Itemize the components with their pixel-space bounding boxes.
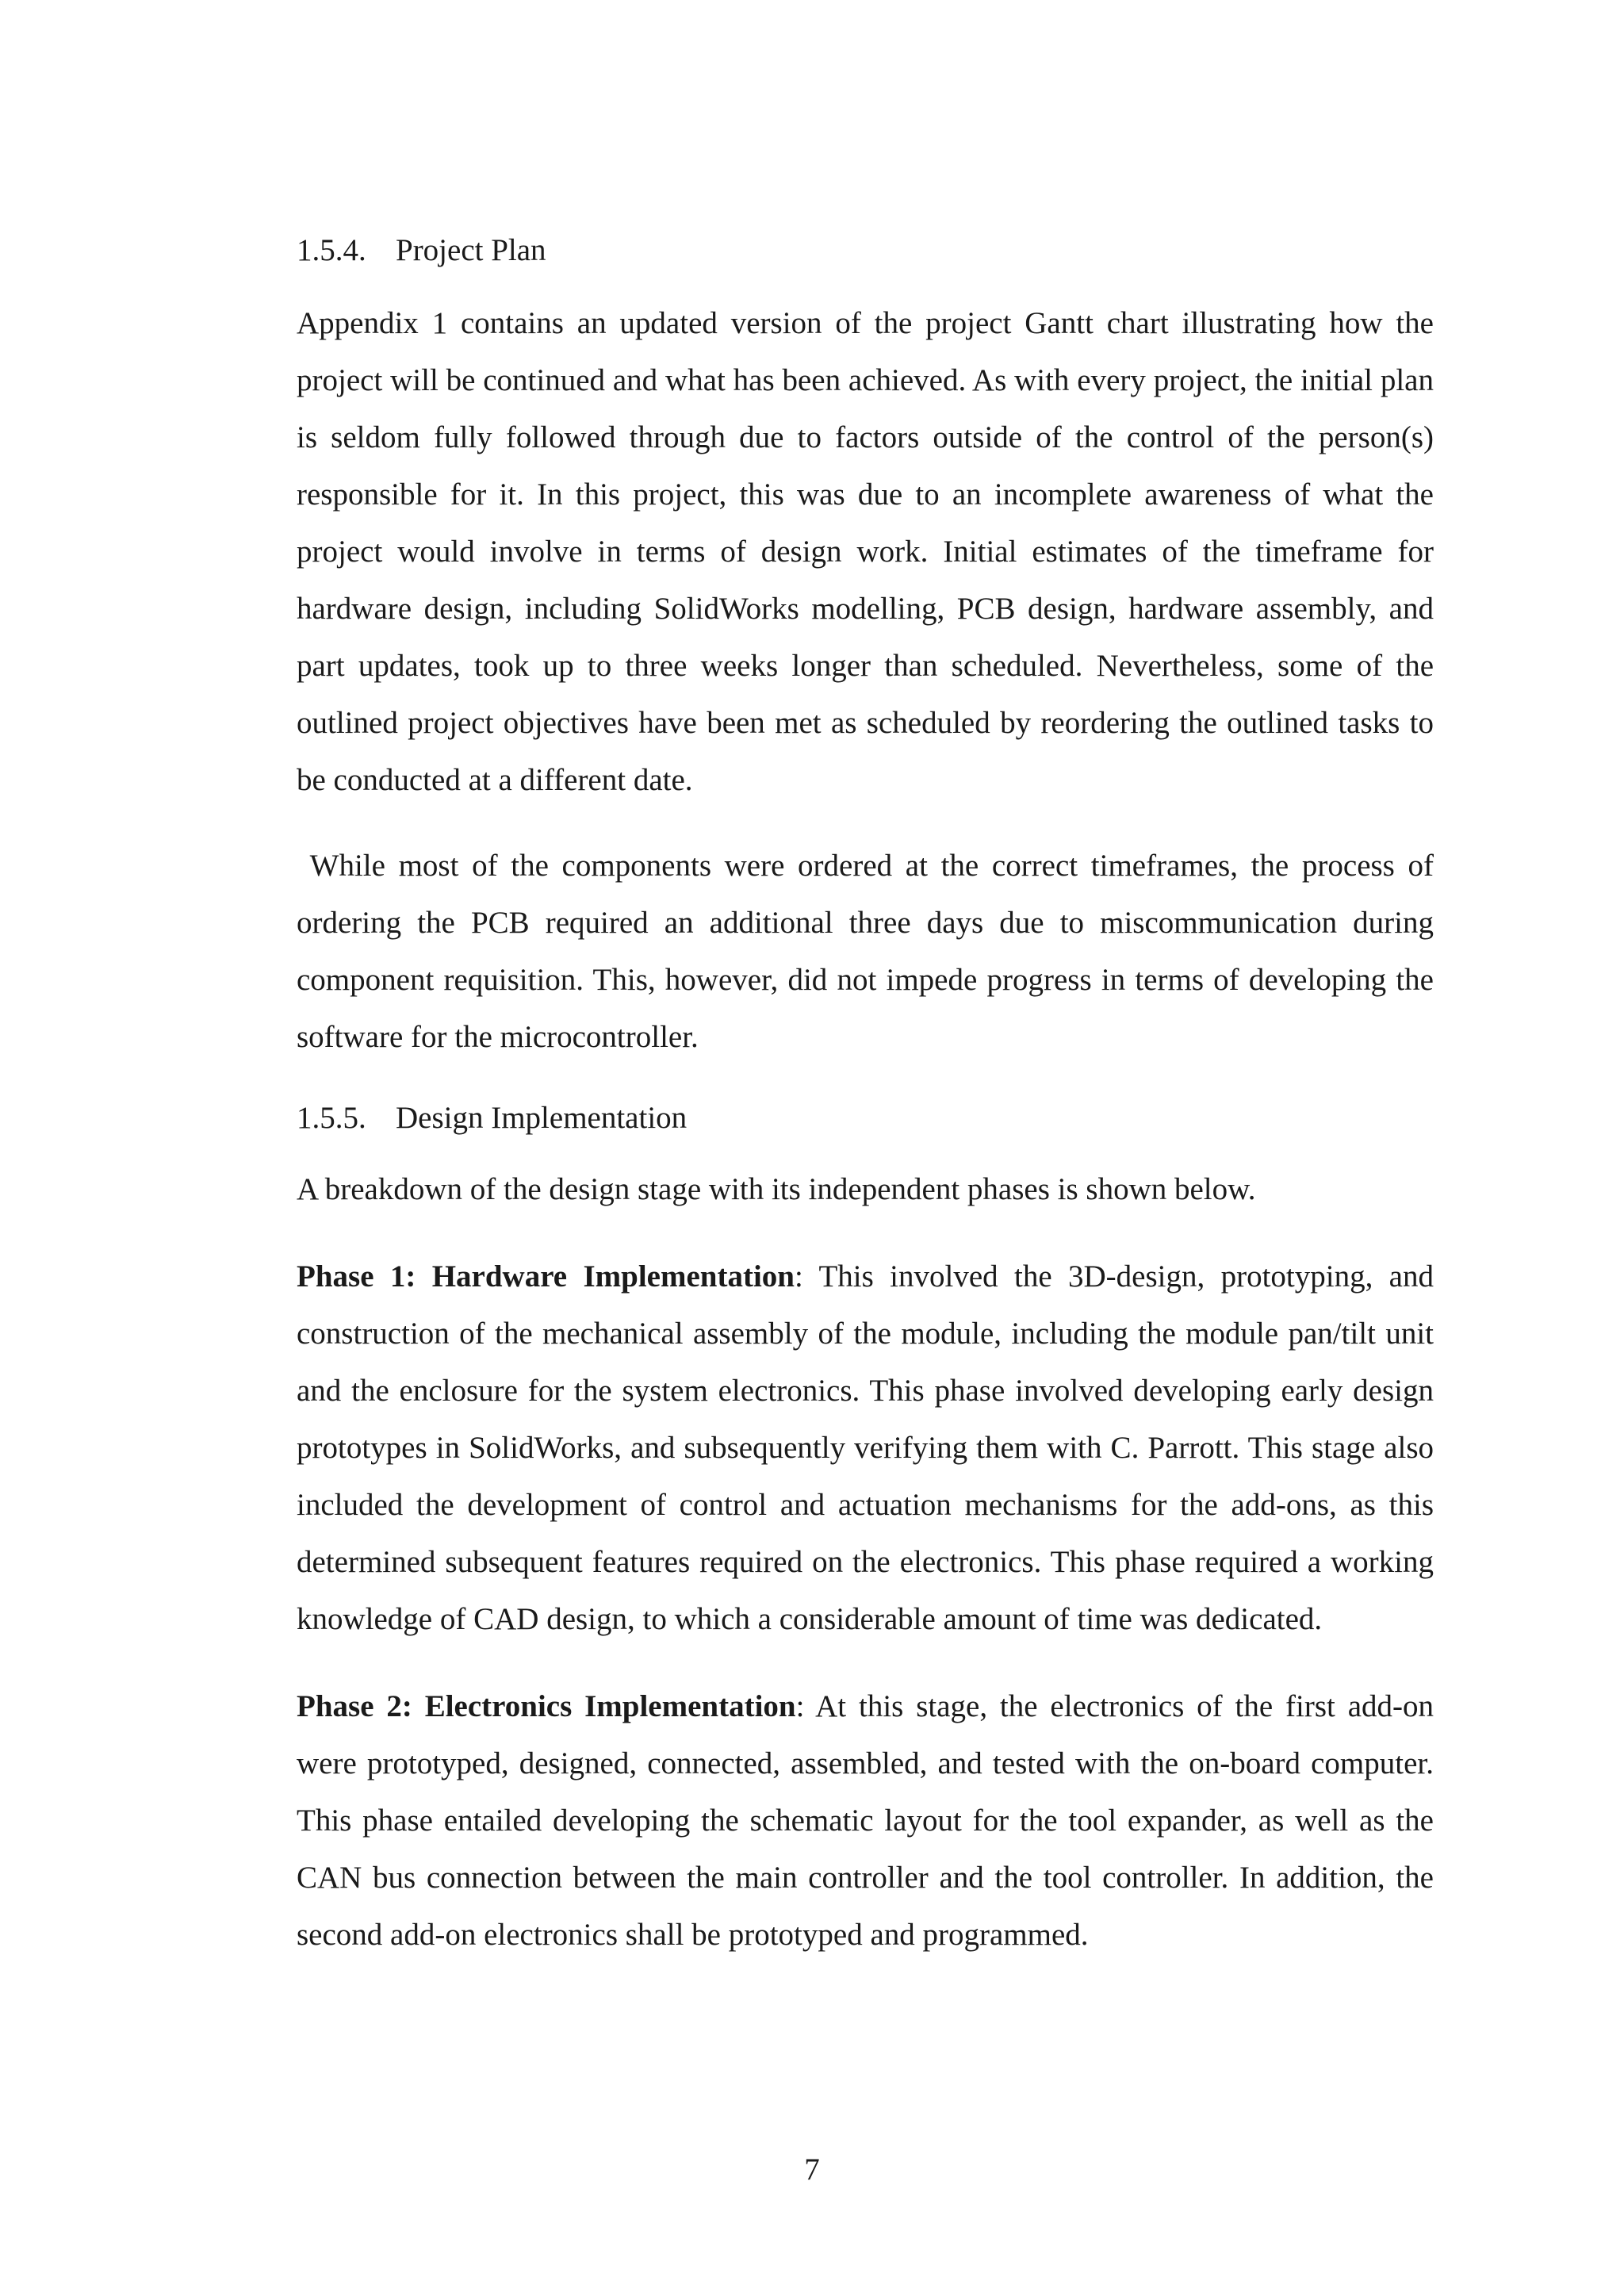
phase-1-label: Phase 1: Hardware Implementation	[297, 1259, 795, 1294]
section-number: 1.5.5.	[297, 1101, 366, 1135]
section-title: Project Plan	[396, 233, 546, 267]
phase-2-label: Phase 2: Electronics Implementation	[297, 1689, 796, 1723]
project-plan-paragraph-1: Appendix 1 contains an updated version of the project Gantt chart illustrating how the project will be continued and what has been achieved. As with every project, the initial plan is seldom fully followed through due to factors outside of the control of the person(s) responsible for it. In this project, this was due to an incomplete awareness of what the project would involve in terms of design work. Initial estimates of the timeframe for hardware design, including SolidWorks modelling, PCB design, hardware assembly, and part updates, took up to three weeks longer than scheduled. Nevertheless, some of the outlined project objectives have been met as scheduled by reordering the outlined tasks to be conducted at a different date.	[297, 306, 1434, 797]
page-number: 7	[804, 2152, 820, 2187]
section-title: Design Implementation	[396, 1101, 688, 1135]
section-heading-project-plan	[297, 222, 1434, 279]
design-intro-paragraph: A breakdown of the design stage with its independent phases is shown below.	[297, 1172, 1256, 1206]
phase-1-text: : This involved the 3D-design, prototyping, and construction of the mechanical assembly of the module, including the module pan/tilt unit and the enclosure for the system electronics. This phase involved developing early design prototypes in SolidWorks, and subsequently verifying them with C. Parrott. This stage also included the development of control and actuation mechanisms for the add-ons, as this determined subsequent features required on the electronics. This phase required a working knowledge of CAD design, to which a considerable amount of time was dedicated.	[297, 1259, 1434, 1636]
section-number: 1.5.4.	[297, 233, 366, 267]
phase-2-text: : At this stage, the electronics of the first add-on were prototyped, designed, connected, assembled, and tested with the on-board computer. This phase entailed developing the schematic layout for the tool expander, as well as the CAN bus connection between the main controller and the tool controller. In addition, the second add-on electronics shall be prototyped and programmed.	[297, 1689, 1434, 1952]
phase-1-paragraph	[297, 1248, 1434, 1648]
document-page	[297, 222, 1434, 1964]
section-heading-design-implementation	[297, 1090, 1434, 1147]
project-plan-paragraph-2	[297, 838, 1434, 1066]
phase-2-paragraph	[297, 1678, 1434, 1964]
paragraph-text: While most of the components were ordered at the correct timeframes, the process of ordering the PCB required an additional three days due to miscommunication during component requisition. This, however, did not impede progress in terms of developing the software for the microcontroller.	[297, 849, 1434, 1054]
